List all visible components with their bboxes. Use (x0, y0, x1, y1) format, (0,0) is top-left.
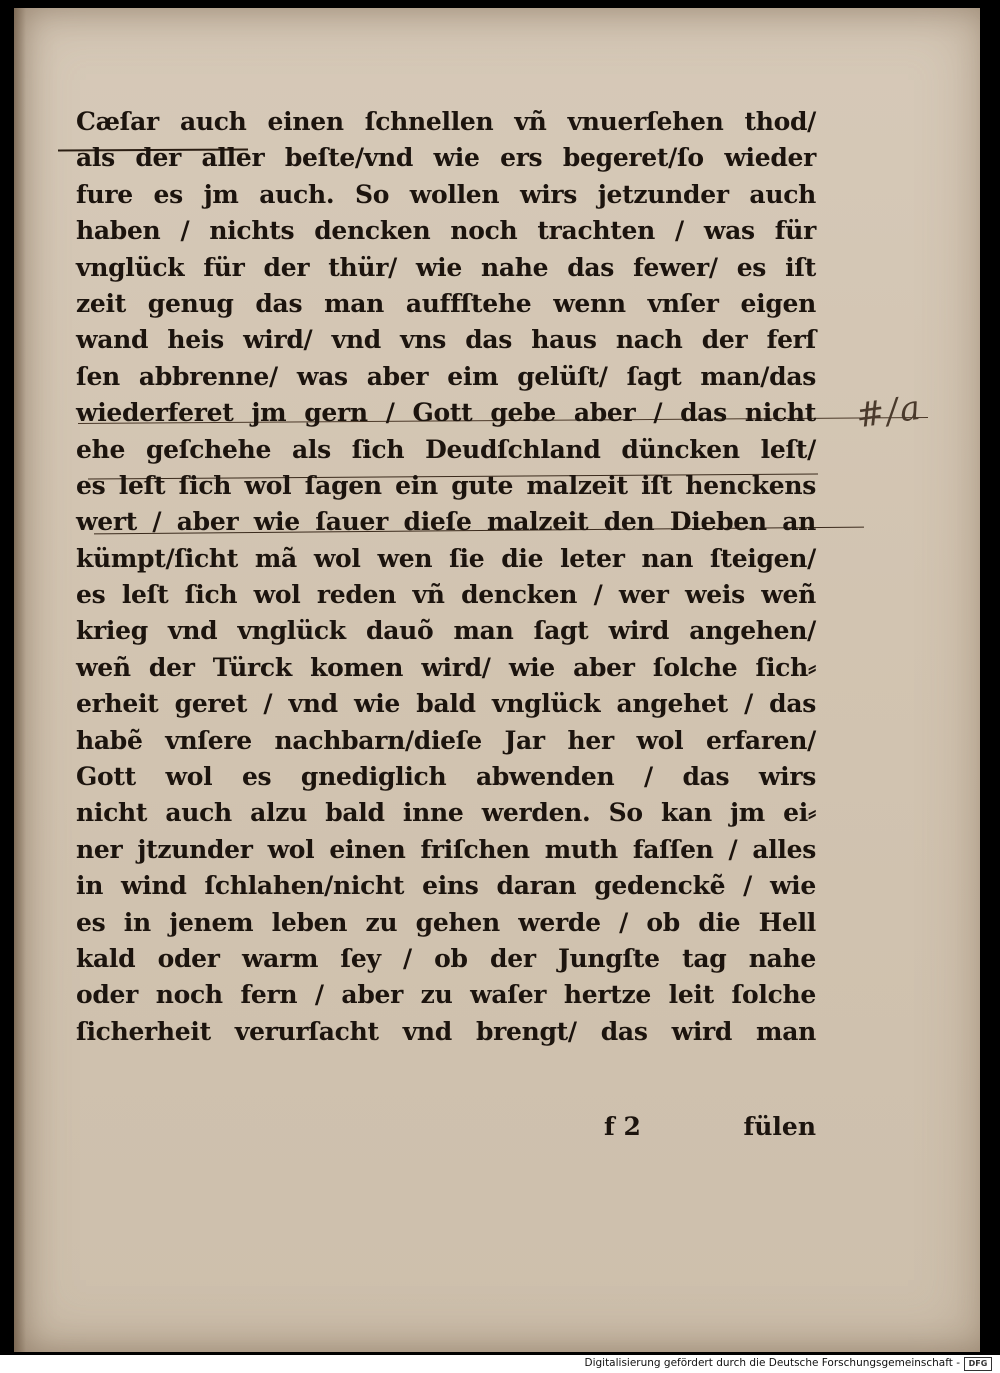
text-line: erheit geret / vnd wie bald vnglück angehet / das (76, 689, 816, 719)
text-line: es in jenem leben zu gehen werde / ob die Hell (76, 907, 816, 937)
body-text (76, 104, 816, 1050)
footer-credit: Digitalisierung gefördert durch die Deutsche Forschungsgemeinschaft - (584, 1357, 960, 1369)
text-line: Gott wol es gnediglich abwenden / das wirs (76, 762, 816, 792)
text-line: nicht auch alzu bald inne werden. So kan jm ei⸗ (76, 798, 816, 828)
text-line: es leſt ſich wol reden vñ dencken / wer weis weñ (76, 580, 816, 610)
text-line: krieg vnd vnglück dauõ man ſagt wird angehen/ (76, 616, 816, 646)
text-line: habẽ vnſere nachbarn/dieſe Jar her wol erfaren/ (76, 725, 816, 755)
text-line: wand heis wird/ vnd vns das haus nach der ferſ (76, 325, 816, 355)
signature-mark: f 2 (604, 1112, 641, 1141)
text-line: wiederferet jm gern / Gott gebe aber / das nicht (76, 398, 816, 428)
text-line: haben / nichts dencken noch trachten / was für (76, 216, 816, 246)
text-line: kümpt/ſicht mã wol wen ſie die leter nan ſteigen/ (76, 543, 816, 573)
text-line: Cæſar auch einen ſchnellen vñ vnuerſehen thod/ (76, 107, 816, 136)
text-line: kald oder warm ſey / ob der Jungſte tag nahe (76, 943, 816, 973)
handwritten-margin-note: #/a (853, 387, 925, 437)
text-line: zeit genug das man auffſtehe wenn vnſer eigen (76, 288, 816, 318)
text-line: ner jtzunder wol einen friſchen muth faſſen / alles (76, 834, 816, 864)
text-line: weñ der Türck komen wird/ wie aber ſolche ſich⸗ (76, 652, 816, 682)
page-footer-marks (76, 1112, 816, 1152)
text-line: ſen abbrenne/ was aber eim gelüſt/ ſagt man/das (76, 361, 816, 391)
text-line: vnglück für der thür/ wie nahe das fewer/ es iſt (76, 252, 816, 282)
text-line: als der aller beſte/vnd wie ers begeret/ſo wieder (76, 143, 816, 173)
text-line: oder noch fern / aber zu waſer hertze leit ſolche (76, 980, 816, 1010)
page-gutter-shadow (14, 8, 26, 1352)
catchword: fülen (743, 1112, 816, 1141)
text-line: fure es jm auch. So wollen wirs jetzunder auch (76, 179, 816, 209)
text-line: ehe geſchehe als ſich Deudſchland düncken leſt/ (76, 434, 816, 464)
text-line: wert / aber wie ſauer dieſe malzeit den Dieben an (76, 507, 816, 537)
text-line: in wind ſchlahen/nicht eins daran gedenckẽ / wie (76, 871, 816, 901)
text-line: es leſt ſich wol ſagen ein gute malzeit iſt henckens (76, 470, 816, 500)
dfg-logo-icon: DFG (964, 1357, 992, 1371)
text-line: ſicherheit verurſacht vnd brengt/ das wird man (76, 1016, 816, 1046)
